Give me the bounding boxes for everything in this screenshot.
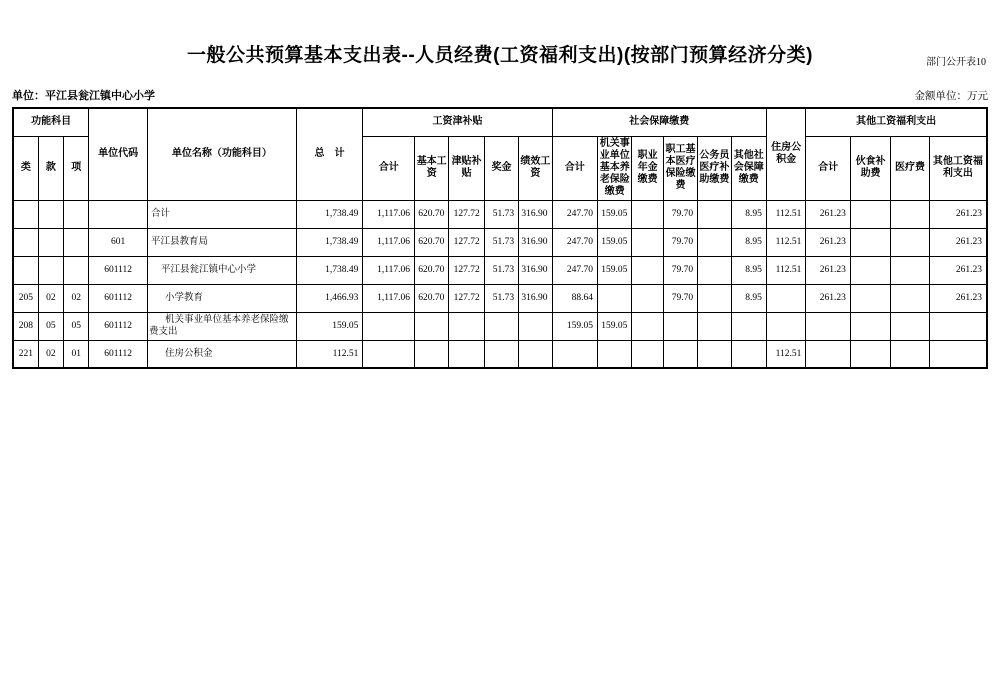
col-header-class: 类 [13, 136, 38, 200]
col-header-salary-total: 合计 [363, 136, 415, 200]
cell-value [632, 340, 663, 368]
cell-value: 127.72 [449, 256, 484, 284]
cell-value [363, 340, 415, 368]
cell-section: 05 [38, 312, 63, 340]
cell-value: 51.73 [484, 256, 518, 284]
col-header-medical-fee: 医疗费 [891, 136, 929, 200]
cell-item: 02 [64, 284, 89, 312]
cell-value: 247.70 [552, 256, 598, 284]
table-row [13, 200, 987, 228]
cell-value: 159.05 [598, 256, 632, 284]
cell-value: 79.70 [663, 256, 697, 284]
cell-class: 205 [13, 284, 38, 312]
col-header-performance-pay: 绩效工资 [519, 136, 552, 200]
cell-value: 1,117.06 [363, 200, 415, 228]
cell-value [698, 312, 731, 340]
cell-value: 159.05 [598, 200, 632, 228]
cell-section: 02 [38, 284, 63, 312]
cell-value: 620.70 [415, 200, 449, 228]
col-header-unit-code: 单位代码 [89, 108, 148, 200]
cell-value: 1,117.06 [363, 256, 415, 284]
cell-value: 79.70 [663, 228, 697, 256]
page [0, 40, 1000, 369]
cell-value [731, 312, 766, 340]
cell-value [484, 340, 518, 368]
cell-value: 1,738.49 [296, 200, 363, 228]
cell-value [806, 340, 851, 368]
cell-value: 261.23 [929, 200, 987, 228]
cell-value: 112.51 [766, 256, 805, 284]
meta-row [12, 87, 988, 103]
cell-section: 02 [38, 340, 63, 368]
cell-value [663, 340, 697, 368]
cell-item: 01 [64, 340, 89, 368]
cell-class [13, 228, 38, 256]
col-header-housing-fund: 住房公积金 [766, 108, 805, 200]
cell-unit-code [89, 200, 148, 228]
cell-value [632, 256, 663, 284]
cell-value [698, 284, 731, 312]
cell-item [64, 200, 89, 228]
table-row [13, 340, 987, 368]
col-header-bonus: 奖金 [484, 136, 518, 200]
col-header-item: 项 [64, 136, 89, 200]
cell-value [415, 312, 449, 340]
cell-value: 261.23 [929, 284, 987, 312]
cell-value [698, 340, 731, 368]
cell-value: 112.51 [766, 228, 805, 256]
cell-unit-name: 平江县瓮江镇中心小学 [148, 256, 297, 284]
cell-value [766, 312, 805, 340]
col-group-social-security: 社会保障缴费 [552, 108, 766, 136]
cell-value: 1,117.06 [363, 228, 415, 256]
cell-value [449, 312, 484, 340]
cell-value: 127.72 [449, 228, 484, 256]
cell-value [598, 340, 632, 368]
col-header-unit-name: 单位名称（功能科目） [148, 108, 297, 200]
cell-value: 1,117.06 [363, 284, 415, 312]
cell-unit-code: 601 [89, 228, 148, 256]
cell-value [891, 200, 929, 228]
cell-value [632, 228, 663, 256]
cell-value [415, 340, 449, 368]
cell-value: 159.05 [296, 312, 363, 340]
cell-value: 112.51 [766, 340, 805, 368]
cell-value: 261.23 [806, 228, 851, 256]
col-header-social-total: 合计 [552, 136, 598, 200]
cell-item [64, 228, 89, 256]
col-header-allowance: 津贴补贴 [449, 136, 484, 200]
page-title: 一般公共预算基本支出表--人员经费(工资福利支出)(按部门预算经济分类) [187, 45, 813, 66]
col-header-pension-contribution: 机关事业单位基本养老保险缴费 [598, 136, 632, 200]
cell-value: 8.95 [731, 284, 766, 312]
cell-value: 620.70 [415, 256, 449, 284]
amount-unit-label: 金额单位：万元 [914, 91, 988, 102]
cell-class [13, 256, 38, 284]
table-body [13, 200, 987, 368]
cell-value: 316.90 [519, 200, 552, 228]
cell-value [929, 340, 987, 368]
cell-value: 51.73 [484, 200, 518, 228]
corner-table-number: 部门公开表10 [926, 57, 986, 68]
unit-label: 单位：平江县瓮江镇中心小学 [12, 90, 155, 102]
cell-value: 261.23 [806, 200, 851, 228]
cell-value: 127.72 [449, 284, 484, 312]
cell-class [13, 200, 38, 228]
cell-value: 1,738.49 [296, 228, 363, 256]
cell-value [891, 340, 929, 368]
cell-value: 316.90 [519, 256, 552, 284]
cell-value: 261.23 [806, 284, 851, 312]
cell-value: 261.23 [929, 256, 987, 284]
cell-value [891, 228, 929, 256]
col-header-meal-subsidy: 伙食补助费 [850, 136, 890, 200]
col-header-basic-salary: 基本工资 [415, 136, 449, 200]
cell-value [850, 256, 890, 284]
cell-value [698, 256, 731, 284]
cell-unit-name: 平江县教育局 [148, 228, 297, 256]
cell-value [850, 312, 890, 340]
col-header-civil-servant-medical: 公务员医疗补助缴费 [698, 136, 731, 200]
header-group-row [13, 108, 987, 136]
cell-value: 79.70 [663, 200, 697, 228]
cell-value [929, 312, 987, 340]
cell-value [552, 340, 598, 368]
cell-value [663, 312, 697, 340]
col-header-other-welfare-expense: 其他工资福利支出 [929, 136, 987, 200]
col-group-other-welfare: 其他工资福利支出 [806, 108, 987, 136]
budget-table [12, 107, 988, 369]
cell-value: 159.05 [598, 312, 632, 340]
cell-value: 159.05 [552, 312, 598, 340]
cell-value [519, 340, 552, 368]
col-group-salary-allowance: 工资津补贴 [363, 108, 552, 136]
cell-value: 247.70 [552, 228, 598, 256]
cell-value [731, 340, 766, 368]
table-row [13, 312, 987, 340]
cell-section [38, 200, 63, 228]
cell-section [38, 228, 63, 256]
cell-unit-name: 合计 [148, 200, 297, 228]
cell-value: 8.95 [731, 228, 766, 256]
cell-unit-code: 601112 [89, 256, 148, 284]
cell-value [632, 312, 663, 340]
cell-value: 261.23 [806, 256, 851, 284]
cell-value [449, 340, 484, 368]
cell-value: 316.90 [519, 284, 552, 312]
cell-value: 620.70 [415, 228, 449, 256]
cell-unit-name: 小学教育 [148, 284, 297, 312]
cell-unit-name: 机关事业单位基本养老保险缴费支出 [148, 312, 297, 340]
cell-class: 208 [13, 312, 38, 340]
col-header-medical-insurance: 职工基本医疗保险缴费 [663, 136, 697, 200]
cell-value [891, 256, 929, 284]
cell-class: 221 [13, 340, 38, 368]
cell-item: 05 [64, 312, 89, 340]
cell-value [850, 200, 890, 228]
cell-value: 247.70 [552, 200, 598, 228]
cell-value: 159.05 [598, 228, 632, 256]
cell-value: 316.90 [519, 228, 552, 256]
cell-value: 1,466.93 [296, 284, 363, 312]
col-header-other-total: 合计 [806, 136, 851, 200]
cell-unit-name: 住房公积金 [148, 340, 297, 368]
col-header-annuity-contribution: 职业年金缴费 [632, 136, 663, 200]
cell-value [766, 284, 805, 312]
cell-value: 79.70 [663, 284, 697, 312]
cell-unit-code: 601112 [89, 284, 148, 312]
cell-value [850, 228, 890, 256]
cell-value [363, 312, 415, 340]
table-row [13, 228, 987, 256]
cell-value [806, 312, 851, 340]
table-row [13, 256, 987, 284]
cell-value: 112.51 [296, 340, 363, 368]
table-row [13, 284, 987, 312]
cell-value [698, 200, 731, 228]
cell-value [850, 284, 890, 312]
cell-value: 127.72 [449, 200, 484, 228]
cell-value [891, 312, 929, 340]
cell-value [484, 312, 518, 340]
cell-value: 51.73 [484, 284, 518, 312]
col-header-other-social: 其他社会保障缴费 [731, 136, 766, 200]
cell-unit-code: 601112 [89, 312, 148, 340]
cell-value [850, 340, 890, 368]
cell-value [698, 228, 731, 256]
cell-value: 88.64 [552, 284, 598, 312]
cell-unit-code: 601112 [89, 340, 148, 368]
cell-value [632, 284, 663, 312]
cell-value [891, 284, 929, 312]
col-header-grand-total: 总 计 [296, 108, 363, 200]
cell-value [519, 312, 552, 340]
cell-item [64, 256, 89, 284]
cell-value: 620.70 [415, 284, 449, 312]
cell-section [38, 256, 63, 284]
cell-value: 8.95 [731, 256, 766, 284]
col-group-functional-subject: 功能科目 [13, 108, 89, 136]
cell-value [632, 200, 663, 228]
cell-value: 51.73 [484, 228, 518, 256]
cell-value: 8.95 [731, 200, 766, 228]
cell-value: 112.51 [766, 200, 805, 228]
cell-value: 1,738.49 [296, 256, 363, 284]
cell-value [598, 284, 632, 312]
cell-value: 261.23 [929, 228, 987, 256]
col-header-section: 款 [38, 136, 63, 200]
